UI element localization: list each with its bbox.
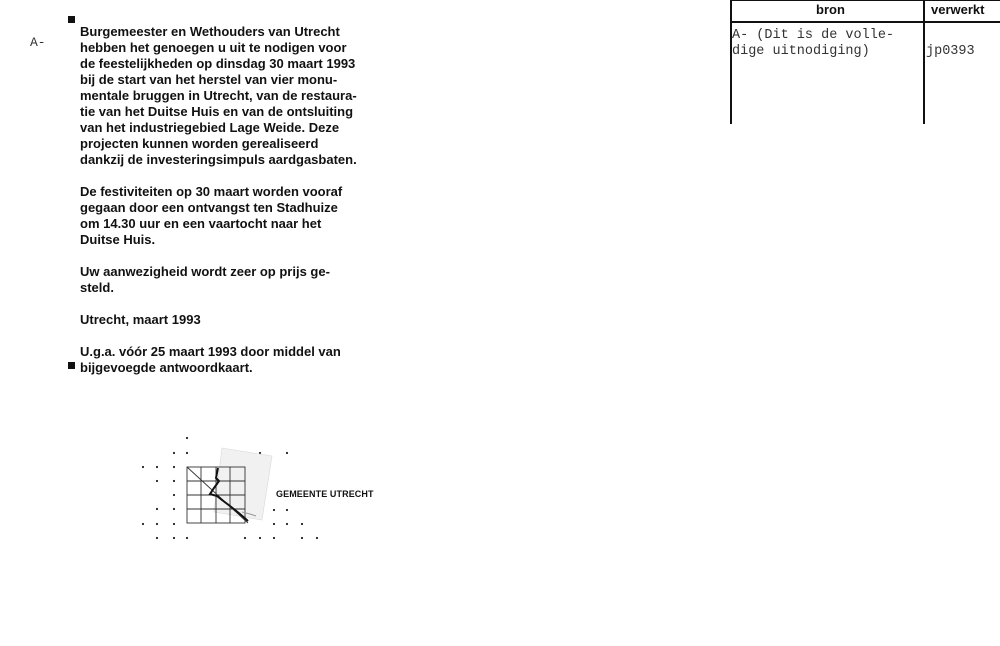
table-left-rule [730,0,732,124]
gemeente-utrecht-logo [130,428,390,548]
processed-code: jp0393 [926,44,975,59]
invitation-text [80,24,390,392]
source-note: A- (Dit is de volle- dige uitnodiging) [732,28,895,59]
table-header-rule [730,21,1000,23]
invitation-paragraph-rsvp: U.g.a. vóór 25 maart 1993 door middel van bijgevoegde antwoordkaart. [80,344,341,375]
square-bullet-top-icon [68,16,75,23]
table-top-rule [730,0,1000,1]
logo-text: GEMEENTE UTRECHT [276,489,374,499]
margin-label: A- [30,35,46,50]
square-bullet-bottom-icon [68,362,75,369]
record-table [730,0,1000,124]
column-header-verwerkt: verwerkt [931,2,985,17]
column-header-bron: bron [816,2,845,17]
invitation-paragraph-presence: Uw aanwezigheid wordt zeer op prijs ge- steld. [80,264,330,295]
table-column-rule [923,0,925,124]
invitation-paragraph-intro: Burgemeester en Wethouders van Utrecht hebben het genoegen u uit te nodigen voor de feestelijkheden op dinsdag 30 maart 1993 bij de start van het herstel van vier monu- mentale bruggen in Utrecht, van de restaura- tie van het Duitse Huis en van de ontsluiting van het industriegebied Lage Weide. Deze projecten kunnen worden gerealiseerd dankzij de investeringsimpuls aardgasbaten. [80,24,357,167]
invitation-paragraph-festivities: De festiviteiten op 30 maart worden vooraf gegaan door een ontvangst ten Stadhuize om 14.30 uur en een vaartocht naar het Duitse Huis. [80,184,343,247]
gemeente-utrecht-logo-icon [130,428,390,548]
invitation-paragraph-date: Utrecht, maart 1993 [80,312,201,327]
